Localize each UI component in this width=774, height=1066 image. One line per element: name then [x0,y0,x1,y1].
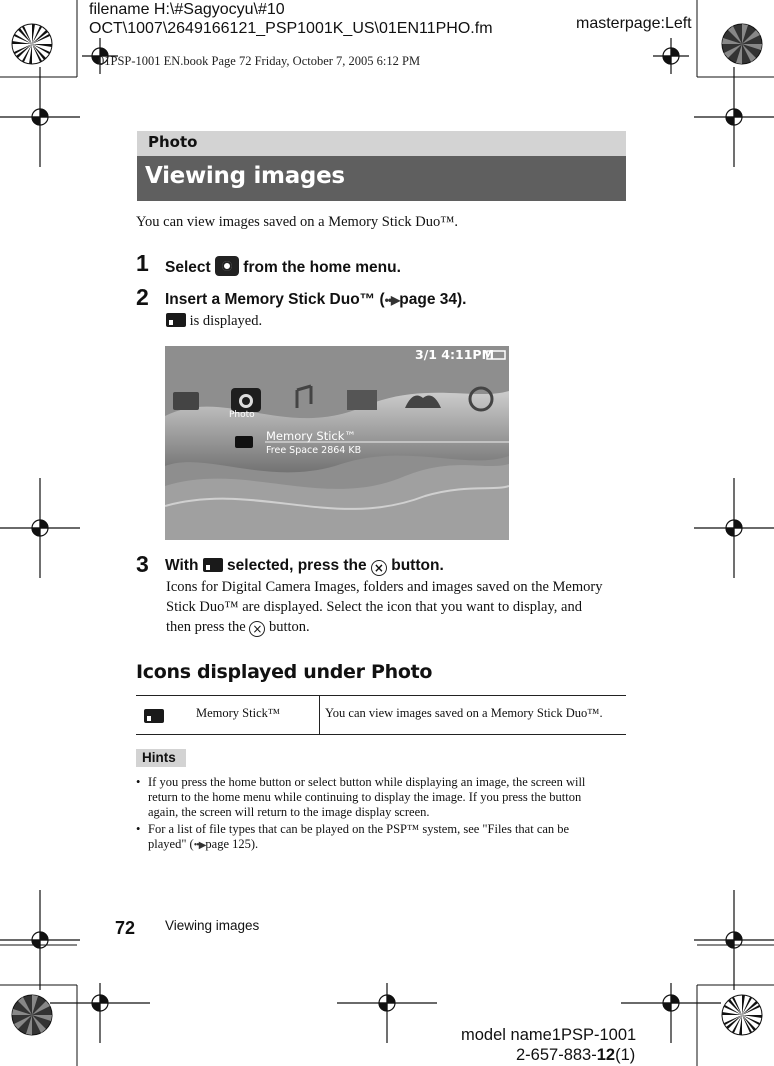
step-1-pre: Select [165,259,215,276]
icons-heading: Icons displayed under Photo [136,661,433,683]
step-3-body-line3-post: button. [265,619,310,635]
memory-stick-icon [203,558,223,572]
step-3-post: button. [386,557,444,574]
icon-name: Memory Stick™ [196,706,281,720]
section-label: Photo [148,133,198,151]
step-3-number: 3 [136,551,149,577]
filename-line2: OCT\1007\2649166121_PSP1001K_US\01EN11PHO.fm [89,20,493,37]
step-2-text [165,291,466,309]
step-1-text [165,256,401,277]
memory-stick-icon [166,313,186,327]
table-row-icon-cell [136,696,320,734]
hint-2-ref: page 125). [205,837,259,851]
step-2-ref: page 34). [399,291,467,308]
table-row-desc-cell [319,696,626,734]
model-line-2 [516,1046,635,1065]
model-line-2-post: (1) [615,1046,636,1064]
memory-stick-screen-icon [235,436,253,448]
step-2-sub-text: is displayed. [186,313,263,329]
screen-ms-title: Memory Stick™ [266,429,356,443]
model-line-1: model name1PSP-1001 [461,1026,637,1044]
memory-stick-icon [144,709,164,723]
model-line-2-bold: 12 [596,1046,616,1064]
page-number: 72 [115,918,136,938]
step-3-body-line1: Icons for Digital Camera Images, folders and images saved on the Memory [166,579,603,595]
page-title: Viewing images [145,163,345,189]
psp-screen-image [165,346,509,540]
settings-category-icon [173,392,199,410]
intro-text: You can view images saved on a Memory Stick Duo™. [136,214,459,230]
step-3-body-line2: Stick Duo™ are displayed. Select the icon that you want to display, and [166,599,582,615]
step-1-post: from the home menu. [238,259,401,276]
step-2-pre: Insert a Memory Stick Duo™ ( [165,291,385,308]
step-2-number: 2 [136,284,149,310]
psp-screen-art [165,346,509,540]
screen-clock: 3/1 4:11PM [415,347,495,362]
footer-section-name: Viewing images [165,918,260,933]
icon-description: You can view images saved on a Memory Stick Duo™. [325,706,603,720]
hint-2-line2 [148,837,623,853]
step-3-mid: selected, press the [222,557,371,574]
bullet-icon: • [136,822,141,836]
step-1-number: 1 [136,250,149,276]
step-3-pre: With [165,557,203,574]
photo-category-icon [231,388,261,412]
cross-button-icon: × [249,621,265,637]
screen-free-space: Free Space 2864 KB [266,445,362,456]
step-3-body-line3-pre: then press the [166,619,250,635]
page-ref-arrow-icon: ••▶ [384,293,400,307]
video-category-icon [347,390,377,410]
hint-1-line1: If you press the home button or select button while displaying an image, the screen will [148,775,586,789]
step-3-body [166,577,636,637]
icons-table [136,695,626,735]
screen-photo-label: Photo [229,410,255,420]
hints-label: Hints [142,750,176,765]
hint-item-1 [136,775,623,820]
cross-button-icon: × [371,560,387,576]
step-3-text [165,557,444,576]
masterpage-label: masterpage:Left [576,15,692,32]
filename-line1: filename H:\#Sagyocyu\#10 [89,1,285,18]
camera-icon [215,256,239,276]
step-3-body-line3 [166,617,636,637]
section-label-band [137,131,626,156]
book-info-line: 01PSP-1001 EN.book Page 72 Friday, October 7, 2005 6:12 PM [98,54,421,68]
filename-header [89,0,493,38]
hint-2-line1: For a list of file types that can be played on the PSP™ system, see "Files that can be [148,822,570,836]
hint-1-line2: return to the home menu while continuing to display the image. If you press the button [148,790,582,804]
page-ref-arrow-icon: ••▶ [193,840,206,851]
hint-item-2 [136,822,623,853]
step-2-sub [166,311,262,331]
bullet-icon: • [136,775,141,789]
model-line-2-pre: 2-657-883- [516,1046,597,1064]
hint-2-line2-pre: played" ( [148,837,194,851]
hint-1-line3: again, the screen will return to the image display screen. [148,805,430,819]
